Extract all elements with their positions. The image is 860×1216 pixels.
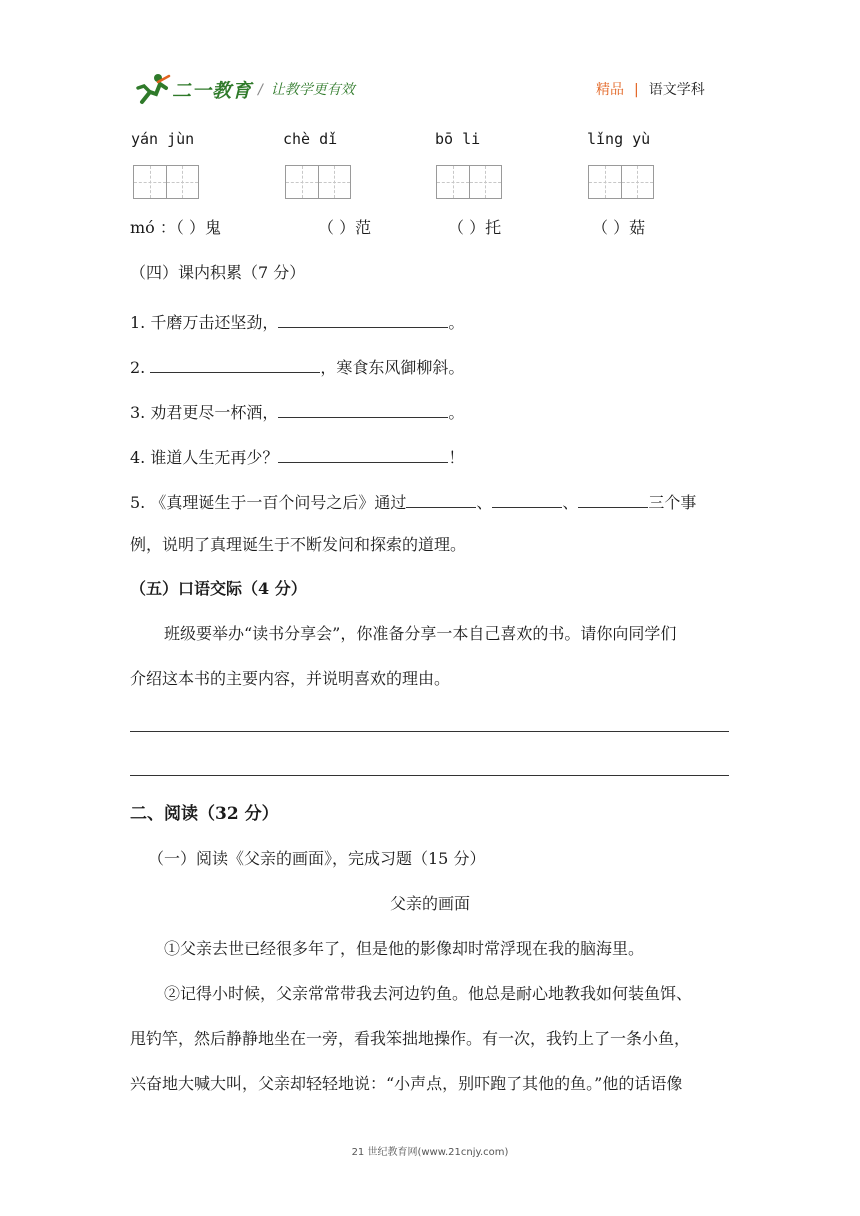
article-para-2-line1: ②记得小时候，父亲常常带我去河边钓鱼。他总是耐心地教我如何装鱼饵、 bbox=[164, 984, 693, 1003]
question-5 bbox=[130, 490, 696, 513]
mo-item-2: （ ）范 bbox=[318, 218, 372, 237]
pinyin-1: yán jùn bbox=[131, 130, 195, 148]
header-divider: | bbox=[634, 82, 639, 98]
q4-blank[interactable] bbox=[278, 445, 448, 463]
answer-line-1[interactable] bbox=[130, 731, 729, 732]
q3-blank[interactable] bbox=[278, 400, 448, 418]
logo bbox=[136, 72, 253, 106]
q3-end: 。 bbox=[448, 403, 465, 422]
question-3 bbox=[130, 400, 464, 423]
q5-text: 5. 《真理诞生于一百个问号之后》通过 bbox=[130, 493, 407, 512]
reading-subsection-title: （一）阅读《父亲的画面》，完成习题（15 分） bbox=[148, 849, 486, 868]
runner-logo-icon bbox=[136, 72, 172, 106]
pinyin-4: lǐng yù bbox=[587, 130, 651, 148]
quality-label: 精品 bbox=[596, 82, 624, 98]
q1-text: 1. 千磨万击还坚劲， bbox=[130, 313, 279, 332]
slogan-separator: / bbox=[258, 82, 263, 98]
q5-sep-1: 、 bbox=[476, 493, 493, 512]
q4-text: 4. 谁道人生无再少？ bbox=[130, 448, 279, 467]
q5-blank-1[interactable] bbox=[406, 490, 476, 508]
q5-blank-2[interactable] bbox=[492, 490, 562, 508]
question-5-line2: 例，说明了真理诞生于不断发问和探索的道理。 bbox=[130, 535, 467, 554]
pinyin-3: bō li bbox=[435, 130, 481, 148]
mo-item-3: （ ）托 bbox=[448, 218, 502, 237]
slogan bbox=[258, 79, 355, 99]
q5-sep-2: 、 bbox=[562, 493, 579, 512]
q2-num: 2. bbox=[130, 358, 151, 377]
article-para-2-line3: 兴奋地大喊大叫，父亲却轻轻地说：“小声点，别吓跑了其他的鱼。”他的话语像 bbox=[130, 1074, 683, 1093]
writing-grid-2[interactable] bbox=[285, 165, 351, 199]
article-para-2-line2: 甩钓竿，然后静静地坐在一旁，看我笨拙地操作。有一次，我钓上了一条小鱼， bbox=[130, 1029, 691, 1048]
article-title: 父亲的画面 bbox=[389, 894, 470, 913]
q5-end: 三个事 bbox=[648, 493, 697, 512]
reading-section-title: 二、阅读（32 分） bbox=[130, 804, 279, 824]
mo-item-4: （ ）菇 bbox=[592, 218, 646, 237]
writing-grid-3[interactable] bbox=[436, 165, 502, 199]
q1-end: 。 bbox=[448, 313, 465, 332]
answer-line-2[interactable] bbox=[130, 775, 729, 776]
logo-text: 二一教育 bbox=[172, 80, 253, 102]
writing-grid-4[interactable] bbox=[588, 165, 654, 199]
section4-title: （四）课内积累（7 分） bbox=[130, 263, 306, 282]
header-right bbox=[596, 79, 705, 99]
q2-blank[interactable] bbox=[150, 355, 320, 373]
q3-text: 3. 劝君更尽一杯酒， bbox=[130, 403, 279, 422]
section5-title: （五）口语交际（4 分） bbox=[130, 579, 307, 598]
writing-grid-1[interactable] bbox=[133, 165, 199, 199]
q4-end: ！ bbox=[448, 448, 465, 467]
subject-label: 语文学科 bbox=[648, 82, 705, 98]
pinyin-2: chè dǐ bbox=[283, 130, 338, 148]
page-footer: 21 世纪教育网(www.21cnjy.com) bbox=[351, 1147, 509, 1158]
q1-blank[interactable] bbox=[278, 310, 448, 328]
q2-text: ，寒食东风御柳斜。 bbox=[320, 358, 465, 377]
section5-para-line2: 介绍这本书的主要内容，并说明喜欢的理由。 bbox=[130, 669, 451, 688]
slogan-text: 让教学更有效 bbox=[270, 82, 355, 98]
mo-item-1: mó ：（ ）鬼 bbox=[130, 218, 221, 237]
question-4 bbox=[130, 445, 464, 468]
question-2 bbox=[130, 355, 464, 378]
q5-blank-3[interactable] bbox=[578, 490, 648, 508]
section5-para-line1: 班级要举办“读书分享会”，你准备分享一本自己喜欢的书。请你向同学们 bbox=[164, 624, 677, 643]
article-para-1: ①父亲去世已经很多年了，但是他的影像却时常浮现在我的脑海里。 bbox=[164, 939, 645, 958]
question-1 bbox=[130, 310, 464, 333]
